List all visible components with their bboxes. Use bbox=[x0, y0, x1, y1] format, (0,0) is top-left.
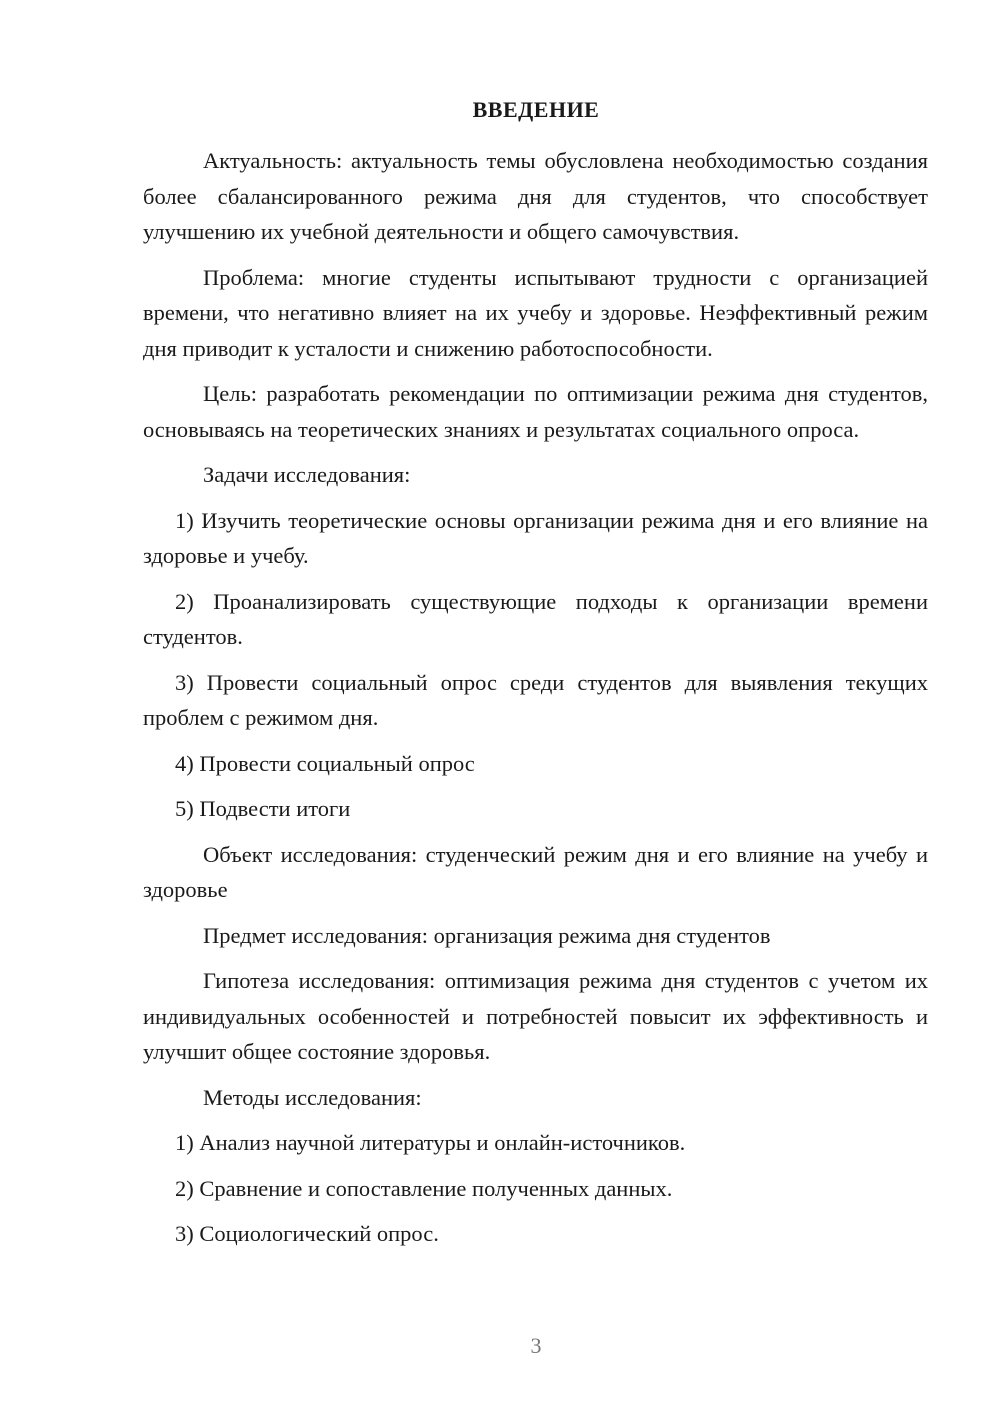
method-item-2: 2) Сравнение и сопоставление полученных данных. bbox=[175, 1175, 673, 1201]
method-item-3: 3) Социологический опрос. bbox=[175, 1221, 439, 1246]
tasks-heading: Задачи исследования: bbox=[203, 462, 411, 487]
paragraph-subject: Предмет исследования: организация режима дня студентов bbox=[203, 922, 771, 948]
task-item-5: 5) Подвести итоги bbox=[175, 796, 351, 821]
paragraph-relevance: Актуальность: актуальность темы обусловлена необходимостью создания более сбалансированного режима дня для студентов, что способствует улучшению их учебной деятельности и общего самочувствия. bbox=[143, 148, 928, 244]
document-body bbox=[143, 143, 928, 1262]
paragraph-hypothesis: Гипотеза исследования: оптимизация режима дня студентов с учетом их индивидуальных особенностей и потребностей повысит их эффективность и улучшит общее состояние здоровья. bbox=[143, 968, 928, 1064]
task-item-2: 2) Проанализировать существующие подходы к организации времени студентов. bbox=[143, 588, 928, 649]
page-title: ВВЕДЕНИЕ bbox=[472, 97, 600, 122]
task-item-4: 4) Провести социальный опрос bbox=[175, 750, 475, 776]
task-item-3: 3) Провести социальный опрос среди студентов для выявления текущих проблем с режимом дня. bbox=[143, 669, 928, 730]
task-item-1: 1) Изучить теоретические основы организации режима дня и его влияние на здоровье и учебу. bbox=[143, 507, 928, 568]
paragraph-problem: Проблема: многие студенты испытывают трудности с организацией времени, что негативно влияет на их учебу и здоровье. Неэффективный режим дня приводит к усталости и снижению работоспособности. bbox=[143, 264, 928, 361]
method-item-1: 1) Анализ научной литературы и онлайн-источников. bbox=[175, 1130, 686, 1155]
paragraph-object: Объект исследования: студенческий режим дня и его влияние на учебу и здоровье bbox=[143, 841, 928, 902]
paragraph-goal: Цель: разработать рекомендации по оптимизации режима дня студентов, основываясь на теоретических знаниях и результатах социального опроса. bbox=[143, 381, 928, 442]
page-number: 3 bbox=[530, 1333, 542, 1358]
methods-heading: Методы исследования: bbox=[203, 1084, 422, 1110]
